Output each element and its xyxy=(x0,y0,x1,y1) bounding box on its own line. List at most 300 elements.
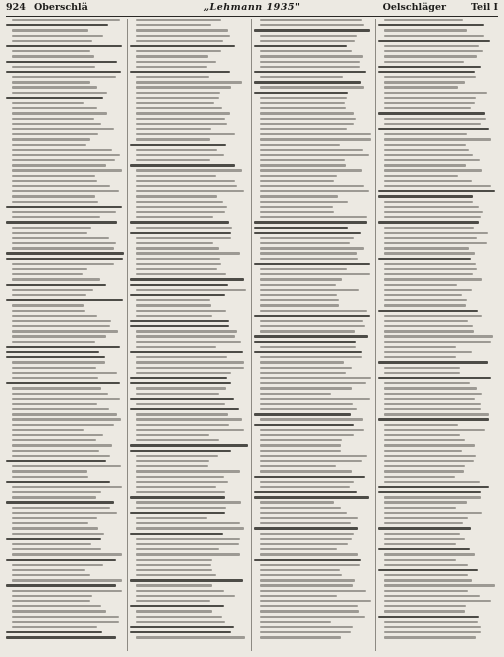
text-line-placeholder xyxy=(260,377,371,379)
text-line-placeholder xyxy=(254,29,370,31)
text-line-placeholder xyxy=(12,527,98,529)
text-line-placeholder xyxy=(12,92,107,94)
text-line-placeholder xyxy=(260,195,338,197)
text-line-placeholder xyxy=(130,320,229,322)
text-line-placeholder xyxy=(12,548,101,550)
text-line-placeholder xyxy=(260,50,352,52)
text-line-placeholder xyxy=(136,76,209,78)
text-line-placeholder xyxy=(384,481,480,483)
text-line-placeholder xyxy=(136,574,216,576)
text-line-placeholder xyxy=(136,527,244,529)
text-line-placeholder xyxy=(6,97,103,99)
text-line-placeholder xyxy=(12,55,94,57)
text-line-placeholder xyxy=(12,398,120,400)
text-line-placeholder xyxy=(260,387,352,389)
text-line-placeholder xyxy=(12,512,117,514)
text-line-placeholder xyxy=(12,102,84,104)
text-line-placeholder xyxy=(136,304,211,306)
text-line-placeholder xyxy=(260,600,371,602)
text-line-placeholder xyxy=(378,569,478,571)
text-line-placeholder xyxy=(12,232,87,234)
text-line-placeholder xyxy=(6,258,123,260)
text-line-placeholder xyxy=(12,590,122,592)
text-line-placeholder xyxy=(378,310,478,312)
text-line-placeholder xyxy=(384,19,463,21)
text-line-placeholder xyxy=(384,382,470,384)
text-line-placeholder xyxy=(260,164,346,166)
text-line-placeholder xyxy=(260,149,363,151)
text-line-placeholder xyxy=(136,424,229,426)
text-line-placeholder xyxy=(254,263,370,265)
text-line-placeholder xyxy=(12,190,119,192)
text-line-placeholder xyxy=(254,92,348,94)
text-line-placeholder xyxy=(378,486,489,488)
text-line-placeholder xyxy=(260,159,345,161)
text-line-placeholder xyxy=(384,367,460,369)
header-rule xyxy=(6,16,498,17)
text-line-placeholder xyxy=(12,496,96,498)
text-line-placeholder xyxy=(384,626,481,628)
text-line-placeholder xyxy=(260,278,342,280)
text-line-placeholder xyxy=(136,393,219,395)
text-line-placeholder xyxy=(384,289,472,291)
text-line-placeholder xyxy=(136,590,224,592)
text-line-placeholder xyxy=(384,138,491,140)
text-line-placeholder xyxy=(254,315,370,317)
text-line-placeholder xyxy=(260,610,359,612)
text-line-placeholder xyxy=(12,227,91,229)
text-line-placeholder xyxy=(260,325,365,327)
text-line-placeholder xyxy=(384,237,477,239)
text-line-placeholder xyxy=(378,128,489,130)
text-line-placeholder xyxy=(260,626,353,628)
text-line-placeholder xyxy=(260,590,366,592)
text-line-placeholder xyxy=(136,263,221,265)
text-line-placeholder xyxy=(384,273,473,275)
text-line-placeholder xyxy=(136,86,231,88)
text-line-placeholder xyxy=(12,424,114,426)
text-line-placeholder xyxy=(260,372,346,374)
text-line-placeholder xyxy=(12,320,111,322)
text-line-placeholder xyxy=(136,413,228,415)
text-line-placeholder xyxy=(384,450,462,452)
text-line-placeholder xyxy=(12,185,110,187)
text-line-placeholder xyxy=(384,533,460,535)
text-line-placeholder xyxy=(260,299,339,301)
text-line-placeholder xyxy=(12,247,114,249)
text-line-placeholder xyxy=(378,377,491,379)
text-line-placeholder xyxy=(260,118,356,120)
text-line-placeholder xyxy=(260,616,365,618)
text-line-placeholder xyxy=(12,304,84,306)
text-line-placeholder xyxy=(136,491,225,493)
text-line-placeholder xyxy=(136,439,219,441)
text-line-placeholder xyxy=(384,154,473,156)
text-line-placeholder xyxy=(136,24,211,26)
text-line-placeholder xyxy=(384,600,491,602)
text-line-placeholder xyxy=(12,112,107,114)
text-line-placeholder xyxy=(260,507,341,509)
text-line-placeholder xyxy=(12,175,95,177)
text-line-placeholder xyxy=(260,55,363,57)
text-line-placeholder xyxy=(260,465,336,467)
text-line-placeholder xyxy=(136,501,241,503)
text-line-placeholder xyxy=(136,195,217,197)
text-line-placeholder xyxy=(136,486,216,488)
text-line-placeholder xyxy=(136,289,246,291)
text-line-placeholder xyxy=(6,351,99,353)
text-line-placeholder xyxy=(130,278,244,280)
text-line-placeholder xyxy=(12,517,97,519)
text-line-placeholder xyxy=(136,310,226,312)
text-line-placeholder xyxy=(384,216,481,218)
text-line-placeholder xyxy=(6,206,122,208)
text-line-placeholder xyxy=(12,621,119,623)
text-line-placeholder xyxy=(136,600,210,602)
text-line-placeholder xyxy=(260,548,337,550)
text-line-placeholder xyxy=(260,450,341,452)
text-line-placeholder xyxy=(384,346,456,348)
text-line-placeholder xyxy=(130,496,225,498)
text-line-placeholder xyxy=(260,361,344,363)
text-line-placeholder xyxy=(260,61,360,63)
text-line-placeholder xyxy=(12,574,90,576)
text-line-placeholder xyxy=(378,24,484,26)
text-line-placeholder xyxy=(384,610,465,612)
text-line-placeholder xyxy=(12,543,91,545)
text-line-placeholder xyxy=(12,491,101,493)
text-line-placeholder xyxy=(136,341,241,343)
text-line-placeholder xyxy=(12,40,92,42)
text-line-placeholder xyxy=(136,553,240,555)
text-line-placeholder xyxy=(378,616,479,618)
text-line-placeholder xyxy=(384,564,468,566)
text-line-placeholder xyxy=(130,408,239,410)
text-line-placeholder xyxy=(384,335,493,337)
text-line-placeholder xyxy=(136,201,223,203)
text-line-placeholder xyxy=(254,476,365,478)
text-line-placeholder xyxy=(130,71,230,73)
text-line-placeholder xyxy=(136,216,213,218)
text-line-placeholder xyxy=(260,320,363,322)
text-line-placeholder xyxy=(378,112,485,114)
text-line-placeholder xyxy=(384,476,455,478)
text-line-placeholder xyxy=(12,29,88,31)
text-line-placeholder xyxy=(12,341,95,343)
text-line-placeholder xyxy=(136,55,208,57)
text-line-placeholder xyxy=(384,470,464,472)
text-line-placeholder xyxy=(384,584,495,586)
text-line-placeholder xyxy=(136,460,209,462)
text-line-placeholder xyxy=(384,278,482,280)
text-line-placeholder xyxy=(384,424,458,426)
text-line-placeholder xyxy=(12,310,85,312)
text-line-placeholder xyxy=(384,522,463,524)
text-line-placeholder xyxy=(12,600,90,602)
text-line-placeholder xyxy=(12,201,98,203)
text-line-placeholder xyxy=(260,211,334,213)
text-line-placeholder xyxy=(260,258,358,260)
text-line-placeholder xyxy=(130,294,225,296)
text-line-placeholder xyxy=(136,418,242,420)
text-line-placeholder xyxy=(12,595,92,597)
text-line-placeholder xyxy=(260,543,348,545)
text-line-placeholder xyxy=(260,76,343,78)
text-line-placeholder xyxy=(130,144,226,146)
text-line-placeholder xyxy=(12,180,97,182)
text-line-placeholder xyxy=(136,128,211,130)
text-line-placeholder xyxy=(12,35,103,37)
text-line-placeholder xyxy=(6,61,117,63)
text-line-placeholder xyxy=(384,247,469,249)
text-line-placeholder xyxy=(130,232,231,234)
text-line-placeholder xyxy=(12,413,117,415)
text-line-placeholder xyxy=(136,133,235,135)
text-line-placeholder xyxy=(384,294,462,296)
text-line-placeholder xyxy=(12,76,116,78)
text-line-placeholder xyxy=(384,636,476,638)
text-line-placeholder xyxy=(6,481,110,483)
text-line-placeholder xyxy=(260,356,362,358)
text-line-placeholder xyxy=(260,486,350,488)
text-line-placeholder xyxy=(384,330,474,332)
text-line-placeholder xyxy=(136,258,220,260)
text-line-placeholder xyxy=(136,434,209,436)
text-line-placeholder xyxy=(260,102,345,104)
text-line-placeholder xyxy=(260,579,355,581)
text-line-placeholder xyxy=(260,107,346,109)
text-line-placeholder xyxy=(260,330,355,332)
text-line-placeholder xyxy=(136,372,231,374)
text-line-placeholder xyxy=(12,216,100,218)
text-line-placeholder xyxy=(136,335,235,337)
text-line-placeholder xyxy=(260,584,353,586)
text-line-placeholder xyxy=(136,507,226,509)
text-line-placeholder xyxy=(130,626,234,628)
text-line-placeholder xyxy=(6,71,121,73)
text-line-placeholder xyxy=(130,45,235,47)
text-line-placeholder xyxy=(12,393,108,395)
text-line-placeholder xyxy=(254,559,361,561)
text-line-placeholder xyxy=(254,527,358,529)
text-line-placeholder xyxy=(12,19,120,21)
text-line-placeholder xyxy=(6,460,106,462)
text-line-placeholder xyxy=(260,310,367,312)
text-line-placeholder xyxy=(260,398,370,400)
text-line-placeholder xyxy=(254,81,361,83)
text-line-placeholder xyxy=(260,144,340,146)
text-line-placeholder xyxy=(136,169,242,171)
text-line-placeholder xyxy=(384,284,457,286)
text-line-placeholder xyxy=(12,605,101,607)
text-line-placeholder xyxy=(260,382,366,384)
text-line-placeholder xyxy=(136,211,225,213)
text-line-placeholder xyxy=(130,512,225,514)
text-line-placeholder xyxy=(6,346,120,348)
text-line-placeholder xyxy=(260,185,364,187)
text-line-placeholder xyxy=(260,418,363,420)
text-line-placeholder xyxy=(260,455,367,457)
text-line-placeholder xyxy=(12,169,122,171)
directory-column-3 xyxy=(254,19,372,651)
text-line-placeholder xyxy=(384,512,482,514)
text-line-placeholder xyxy=(136,403,225,405)
text-line-placeholder xyxy=(384,444,475,446)
text-line-placeholder xyxy=(384,81,465,83)
text-line-placeholder xyxy=(12,564,103,566)
text-line-placeholder xyxy=(136,185,237,187)
text-line-placeholder xyxy=(136,330,237,332)
text-line-placeholder xyxy=(12,128,114,130)
text-line-placeholder xyxy=(136,455,218,457)
text-line-placeholder xyxy=(260,97,347,99)
text-line-placeholder xyxy=(254,424,354,426)
text-line-placeholder xyxy=(136,19,221,21)
text-line-placeholder xyxy=(260,564,360,566)
text-line-placeholder xyxy=(136,559,212,561)
text-line-placeholder xyxy=(12,444,112,446)
text-line-placeholder xyxy=(260,533,354,535)
text-line-placeholder xyxy=(384,97,476,99)
text-line-placeholder xyxy=(384,304,466,306)
text-line-placeholder xyxy=(254,341,356,343)
text-line-placeholder xyxy=(136,387,226,389)
text-line-placeholder xyxy=(12,154,120,156)
text-line-placeholder xyxy=(130,444,248,446)
text-line-placeholder xyxy=(260,304,339,306)
text-line-placeholder xyxy=(6,24,108,26)
text-line-placeholder xyxy=(136,584,212,586)
text-line-placeholder xyxy=(260,429,364,431)
text-line-placeholder xyxy=(378,221,479,223)
text-line-placeholder xyxy=(136,465,208,467)
text-line-placeholder xyxy=(260,605,358,607)
text-line-placeholder xyxy=(136,123,227,125)
text-line-placeholder xyxy=(12,450,99,452)
text-line-placeholder xyxy=(384,398,475,400)
text-line-placeholder xyxy=(254,232,361,234)
text-line-placeholder xyxy=(12,569,85,571)
text-line-placeholder xyxy=(384,29,467,31)
text-line-placeholder xyxy=(12,434,103,436)
text-line-placeholder xyxy=(136,138,210,140)
text-line-placeholder xyxy=(378,527,471,529)
text-line-placeholder xyxy=(378,195,473,197)
text-line-placeholder xyxy=(254,496,369,498)
text-line-placeholder xyxy=(260,289,359,291)
text-line-placeholder xyxy=(384,133,467,135)
text-line-placeholder xyxy=(384,175,458,177)
text-line-placeholder xyxy=(136,548,219,550)
directory-column-4 xyxy=(378,19,496,651)
text-line-placeholder xyxy=(384,574,468,576)
directory-column-2 xyxy=(130,19,248,651)
text-line-placeholder xyxy=(384,403,481,405)
text-line-placeholder xyxy=(384,242,487,244)
text-line-placeholder xyxy=(260,169,362,171)
text-line-placeholder xyxy=(260,569,340,571)
text-line-placeholder xyxy=(130,605,224,607)
text-line-placeholder xyxy=(384,35,484,37)
text-line-placeholder xyxy=(136,636,245,638)
text-line-placeholder xyxy=(12,408,109,410)
text-line-placeholder xyxy=(12,149,112,151)
text-line-placeholder xyxy=(12,237,109,239)
text-line-placeholder xyxy=(260,621,331,623)
text-line-placeholder xyxy=(136,237,231,239)
text-line-placeholder xyxy=(136,112,230,114)
text-line-placeholder xyxy=(260,242,350,244)
text-line-placeholder xyxy=(384,320,468,322)
text-line-placeholder xyxy=(384,45,479,47)
text-line-placeholder xyxy=(12,144,86,146)
text-line-placeholder xyxy=(260,403,353,405)
text-line-placeholder xyxy=(130,533,223,535)
text-line-placeholder xyxy=(378,491,481,493)
text-line-placeholder xyxy=(12,325,110,327)
text-line-placeholder xyxy=(384,263,476,265)
text-line-placeholder xyxy=(384,76,476,78)
column-divider xyxy=(251,19,252,651)
text-line-placeholder xyxy=(12,335,106,337)
text-line-placeholder xyxy=(12,263,114,265)
text-line-placeholder xyxy=(260,133,371,135)
text-line-placeholder xyxy=(384,164,466,166)
text-line-placeholder xyxy=(12,278,100,280)
text-line-placeholder xyxy=(136,543,239,545)
text-line-placeholder xyxy=(136,268,217,270)
text-line-placeholder xyxy=(384,107,471,109)
text-line-placeholder xyxy=(136,92,220,94)
text-line-placeholder xyxy=(130,579,243,581)
text-line-placeholder xyxy=(384,631,481,633)
text-line-placeholder xyxy=(12,289,93,291)
text-line-placeholder xyxy=(260,138,371,140)
text-line-placeholder xyxy=(384,351,472,353)
text-line-placeholder xyxy=(384,268,477,270)
text-line-placeholder xyxy=(384,439,465,441)
text-line-placeholder xyxy=(12,486,122,488)
text-line-placeholder xyxy=(12,429,84,431)
text-line-placeholder xyxy=(384,553,475,555)
text-line-placeholder xyxy=(136,102,214,104)
text-line-placeholder xyxy=(260,595,337,597)
text-line-placeholder xyxy=(6,636,116,638)
text-line-placeholder xyxy=(384,621,478,623)
text-line-placeholder xyxy=(6,356,105,358)
text-line-placeholder xyxy=(6,45,122,47)
text-line-placeholder xyxy=(130,382,231,384)
text-line-placeholder xyxy=(260,19,362,21)
text-line-placeholder xyxy=(136,81,242,83)
text-line-placeholder xyxy=(260,247,364,249)
text-line-placeholder xyxy=(130,164,235,166)
text-line-placeholder xyxy=(136,97,219,99)
part-label: Teil I xyxy=(471,2,498,13)
text-line-placeholder xyxy=(384,92,487,94)
text-line-placeholder xyxy=(384,455,476,457)
text-line-placeholder xyxy=(384,201,473,203)
text-line-placeholder xyxy=(384,55,477,57)
text-line-placeholder xyxy=(136,190,244,192)
text-line-placeholder xyxy=(12,476,88,478)
text-line-placeholder xyxy=(384,341,491,343)
text-line-placeholder xyxy=(130,450,231,452)
text-line-placeholder xyxy=(384,496,481,498)
text-line-placeholder xyxy=(136,149,217,151)
text-line-placeholder xyxy=(6,284,106,286)
text-line-placeholder xyxy=(384,605,466,607)
